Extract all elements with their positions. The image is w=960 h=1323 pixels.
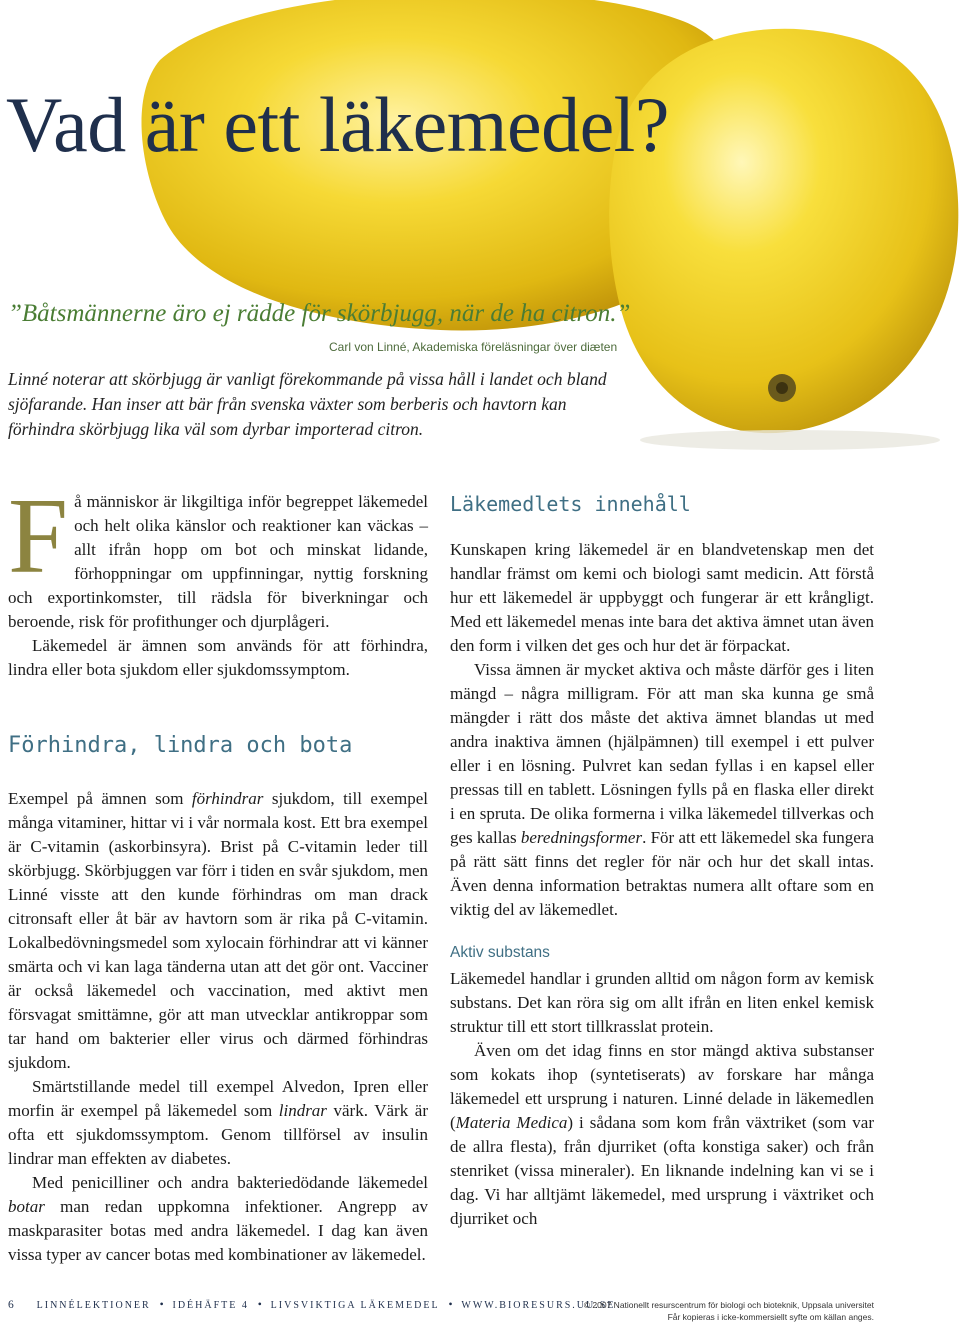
footer-series-name: LINNÉLEKTIONER (36, 1300, 151, 1311)
footer-bullet: • (448, 1299, 453, 1311)
linne-quote: ”Båtsmännerne äro ej rädde för skörbjugg, när de ha citron.” (8, 300, 631, 327)
paragraph-ursprung: Även om det idag finns en stor mängd aktiva substanser som kokats ihop (syntetiserats) av forskare har många läkemedel ett ursprung i naturen. Linné delade in läkemedlen (Materia Medica) i sådana som kom från växtriket (som var de allra flesta), från djurriket (ofta konstiga saker) och från stenriket (vissa mineraler). En liknande indelning kan vi se i dag. Vi har alltjämt läkemedel, med ursprung i växtriket och djurriket och (450, 1041, 874, 1228)
definition-paragraph: Läkemedel är ämnen som används för att förhindra, lindra eller bota sjukdom eller sjukdomssymptom. (8, 636, 428, 679)
right-column (450, 490, 874, 1231)
left-column (8, 477, 429, 1267)
page-number: 6 (8, 1299, 14, 1311)
intro-text: Linné noterar att skörbjugg är vanligt förekommande på vissa håll i landet och bland sjöfarande. Han inser att bär från svenska växter som berberis och havtorn kan förhindra skörbjugg lika väl som dyrbar importerad citron. (8, 369, 607, 439)
footer-url[interactable]: WWW.BIORESURS.UU.SE (461, 1300, 616, 1311)
paragraph-forhindra: Exempel på ämnen som förhindrar sjukdom, till exempel många vitaminer, hittar vi i vår normala kost. Ett bra exempel är C-vitamin (askorbinsyra). Brist på C-vitamin leder till skörbjugg. Skörbjuggen var förr i tiden en svår sjukdom, men Linné visste att den kunde förhindras om man drack citronsaft eller åt bär av havtorn som är rika på C-vitamin. Lokalbedövningsmedel som xylocain förhindrar att vi känner smärta och vi kan laga tänderna utan att det gör ont. Vacciner är också läkemedel och vaccination, med aktivt men försvagat smittämne, gör att man utvecklar antikroppar som tar hand om bakterier eller virus och därmed förhindras sjukdom. (8, 789, 428, 1072)
section-heading-forhindra: Förhindra, lindra och bota (8, 733, 353, 758)
paragraph-bota: Med penicilliner och andra bakteriedödande läkemedel botar man redan uppkomna infektioner. Angrepp av maskparasiter botas med andra läkemedel. I dag kan även vissa typer av cancer botas med kombinationer av läkemedel. (8, 1173, 428, 1264)
page-title: Vad är ett läkemedel? (6, 81, 669, 168)
paragraph-beredningsformer: Vissa ämnen är mycket aktiva och måste därför ges i liten mängd – några milligram. För att man ska kunna ge små mängder i rätt dos måste det aktiva ämnet blandas ut med andra inaktiva ämnen (hjälpämnen) till exempel i ett pulver eller i en lösning. Pulvret kan sedan fyllas i en kapsel eller pressas till en tablett. Lösningen fylls på en flaska eller direkt i en spruta. De olika formerna i vilka läkemedel tillverkas och ges kallas beredningsformer. För att ett läkemedel ska fungera på rätt sätt finns det regler för när och hur det skall intas. Även denna information betraktas numera allt oftare som en viktig del av läkemedlet. (450, 660, 874, 919)
paragraph-innehall: Kunskapen kring läkemedel är en blandvetenskap men det handlar främst om kemi och biologi samt medicin. Att förstå hur ett läkemedel är uppbyggt och fungerar är ett krångligt. Med ett läkemedel menas inte bara det aktiva ämnet utan även den form i vilken det ges och hur det är förpackat. (450, 540, 874, 655)
footer-bullet: • (257, 1299, 262, 1311)
footer-theme: LIVSVIKTIGA LÄKEMEDEL (270, 1300, 440, 1311)
drop-cap: F (8, 477, 69, 596)
paragraph-lindra: Smärtstillande medel till exempel Alvedon, Ipren eller morfin är exempel på läkemedel som lindrar värk. Värk är ofta ett sjukdomssymptom. Genom tillförsel av insulin lindrar man effekten av diabetes. (8, 1077, 429, 1168)
footer-copyright: © 2007 Nationellt resurscentrum för biologi och bioteknik, Uppsala universitet Får kopieras i icke-kommersiellt syfte om källan anges. (583, 1300, 874, 1322)
footer-bullet: • (159, 1299, 164, 1311)
opening-paragraph: Få människor är likgiltiga inför begreppet läkemedel och helt olika känslor och reaktioner kan väckas – allt ifrån hopp om bot och minskat lidande, förhoppningar om uppfinningar, nyttig forskning och exportinkomster, till rädsla för biverkningar och beroende, risk för profithunger och djurplågeri. (8, 477, 428, 631)
subheading-aktiv-substans: Aktiv substans (450, 944, 550, 961)
quote-attribution: Carl von Linné, Akademiska föreläsningar över diæten (329, 340, 618, 354)
paragraph-substans: Läkemedel handlar i grunden alltid om någon form av kemisk substans. Det kan röra sig om allt ifrån en liten enkel kemisk struktur till ett stort tillkrasslat protein. (450, 969, 874, 1036)
section-heading-innehall: Läkemedlets innehåll (450, 492, 691, 516)
footer-series (8, 1299, 615, 1311)
footer-booklet: IDÉHÄFTE 4 (172, 1300, 249, 1311)
